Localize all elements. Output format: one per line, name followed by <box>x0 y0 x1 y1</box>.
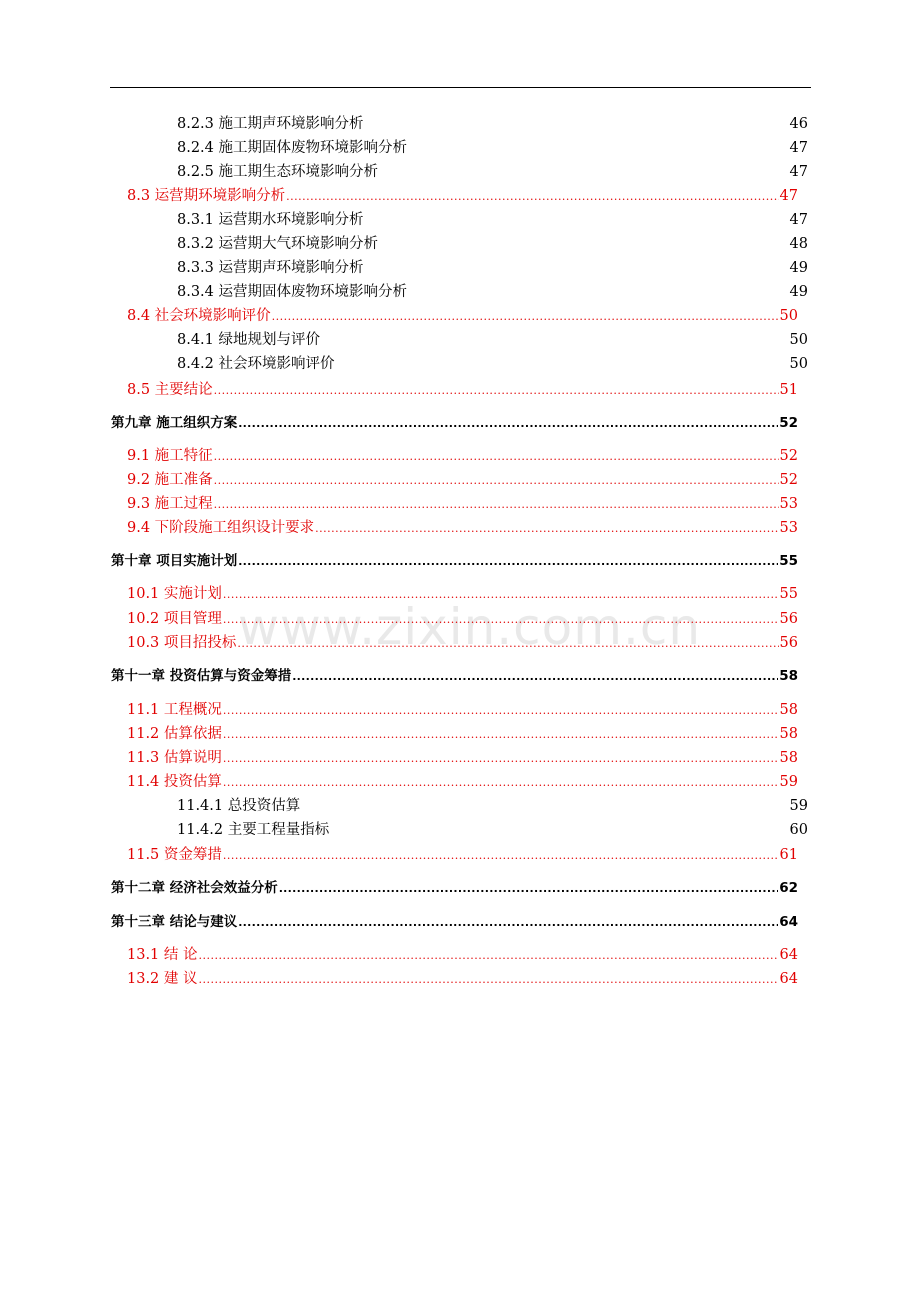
toc-entry-label: 11.4.2 主要工程量指标 <box>177 822 330 838</box>
toc-dot-leader <box>279 879 779 899</box>
toc-entry-label: 8.3.2 运营期大气环境影响分析 <box>177 236 379 252</box>
toc-page-number: 60 <box>789 822 808 838</box>
toc-dot-leader <box>223 846 779 866</box>
toc-page-number: 58 <box>779 726 798 742</box>
toc-page-number: 50 <box>779 308 798 324</box>
toc-entry-label: 8.2.3 施工期声环境影响分析 <box>177 116 364 132</box>
toc-dot-leader <box>238 552 778 572</box>
toc-page-number: 52 <box>779 448 798 464</box>
toc-dot-leader <box>223 701 779 721</box>
toc-dot-leader <box>286 187 778 207</box>
toc-entry-label: 10.3 项目招投标 <box>127 635 237 651</box>
toc-entry-label: 第九章 施工组织方案 <box>111 415 238 431</box>
toc-entry-label: 8.4 社会环境影响评价 <box>127 308 271 324</box>
toc-entry[interactable] <box>127 724 798 745</box>
toc-entry[interactable] <box>177 354 808 374</box>
toc-entry-label: 10.2 项目管理 <box>127 611 222 627</box>
toc-page-number: 59 <box>779 774 798 790</box>
toc-entry[interactable] <box>127 470 798 491</box>
toc-entry-label: 8.3.4 运营期固体废物环境影响分析 <box>177 284 408 300</box>
toc-entry-label: 9.1 施工特征 <box>127 448 213 464</box>
toc-page-number: 47 <box>789 212 808 228</box>
toc-page-number: 52 <box>779 415 798 431</box>
toc-entry[interactable] <box>127 380 798 401</box>
toc-entry-label: 8.4.1 绿地规划与评价 <box>177 332 321 348</box>
toc-dot-leader <box>223 773 779 793</box>
toc-dot-leader <box>223 749 779 769</box>
toc-entry-label: 10.1 实施计划 <box>127 586 222 602</box>
toc-page-number: 64 <box>779 914 798 930</box>
toc-entry[interactable] <box>127 306 798 327</box>
toc-page-number: 47 <box>789 140 808 156</box>
toc-entry-label: 第十二章 经济社会效益分析 <box>111 880 278 896</box>
toc-entry[interactable] <box>177 282 808 302</box>
toc-page-number: 55 <box>779 586 798 602</box>
toc-entry[interactable] <box>177 258 808 278</box>
toc-entry-label: 11.1 工程概况 <box>127 702 222 718</box>
toc-entry-label: 8.5 主要结论 <box>127 382 213 398</box>
toc-entry[interactable] <box>177 234 808 254</box>
toc-page-number: 49 <box>789 260 808 276</box>
toc-dot-leader <box>199 946 779 966</box>
toc-entry-label: 11.3 估算说明 <box>127 750 222 766</box>
toc-dot-leader <box>238 913 778 933</box>
toc-entry-label: 13.2 建 议 <box>127 971 198 987</box>
toc-entry[interactable] <box>127 633 798 654</box>
toc-page-number: 53 <box>779 520 798 536</box>
toc-page-number: 52 <box>779 472 798 488</box>
toc-entry-label: 8.3 运营期环境影响分析 <box>127 188 286 204</box>
toc-entry[interactable] <box>127 969 798 990</box>
toc-page-number: 48 <box>789 236 808 252</box>
toc-entry-label: 第十三章 结论与建议 <box>111 914 238 930</box>
toc-entry-label: 8.2.5 施工期生态环境影响分析 <box>177 164 379 180</box>
toc-entry[interactable] <box>177 330 808 350</box>
toc-entry[interactable] <box>177 210 808 230</box>
toc-entry[interactable] <box>177 114 808 134</box>
toc-page-number: 55 <box>779 553 798 569</box>
toc-entry[interactable] <box>111 878 798 899</box>
toc-dot-leader <box>315 519 778 539</box>
toc-page-number: 61 <box>779 847 798 863</box>
toc-dot-leader <box>292 667 778 687</box>
toc-page-number: 50 <box>789 332 808 348</box>
toc-entry[interactable] <box>127 748 798 769</box>
toc-dot-leader <box>223 725 779 745</box>
toc-entry-label: 8.2.4 施工期固体废物环境影响分析 <box>177 140 408 156</box>
toc-entry[interactable] <box>127 845 798 866</box>
toc-page-number: 56 <box>779 611 798 627</box>
toc-entry-label: 11.4 投资估算 <box>127 774 222 790</box>
toc-page-number: 58 <box>779 750 798 766</box>
toc-entry[interactable] <box>127 446 798 467</box>
toc-entry[interactable] <box>111 666 798 687</box>
toc-page-number: 64 <box>779 947 798 963</box>
toc-entry[interactable] <box>127 494 798 515</box>
toc-entry-label: 13.1 结 论 <box>127 947 198 963</box>
toc-dot-leader <box>214 381 779 401</box>
toc-entry-label: 9.4 下阶段施工组织设计要求 <box>127 520 315 536</box>
toc-page-number: 58 <box>779 668 798 684</box>
toc-page-number: 59 <box>789 798 808 814</box>
toc-entry-label: 第十章 项目实施计划 <box>111 553 238 569</box>
toc-entry[interactable] <box>111 413 798 434</box>
toc-entry-label: 8.3.1 运营期水环境影响分析 <box>177 212 364 228</box>
toc-entry[interactable] <box>127 186 798 207</box>
toc-entry[interactable] <box>127 700 798 721</box>
toc-entry[interactable] <box>127 518 798 539</box>
toc-entry[interactable] <box>177 138 808 158</box>
toc-entry[interactable] <box>111 551 798 572</box>
toc-entry[interactable] <box>177 796 808 816</box>
toc-page-number: 47 <box>789 164 808 180</box>
toc-entry[interactable] <box>177 820 808 840</box>
toc-entry[interactable] <box>127 584 798 605</box>
toc-entry[interactable] <box>111 912 798 933</box>
toc-entry-label: 第十一章 投资估算与资金筹措 <box>111 668 292 684</box>
toc-dot-leader <box>214 471 779 491</box>
toc-page-number: 50 <box>789 356 808 372</box>
toc-entry[interactable] <box>177 162 808 182</box>
toc-page-number: 53 <box>779 496 798 512</box>
toc-dot-leader <box>272 307 779 327</box>
toc-page-number: 56 <box>779 635 798 651</box>
toc-entry-label: 11.4.1 总投资估算 <box>177 798 301 814</box>
toc-dot-leader <box>237 634 778 654</box>
toc-page-number: 62 <box>779 880 798 896</box>
toc-dot-leader <box>223 610 779 630</box>
toc-entry[interactable] <box>127 945 798 966</box>
toc-page-number: 51 <box>779 382 798 398</box>
toc-dot-leader <box>214 447 779 467</box>
toc-page-number: 64 <box>779 971 798 987</box>
toc-entry-label: 11.2 估算依据 <box>127 726 222 742</box>
toc-entry-label: 11.5 资金筹措 <box>127 847 222 863</box>
toc-dot-leader <box>238 414 778 434</box>
toc-page-number: 47 <box>779 188 798 204</box>
toc-entry-label: 9.3 施工过程 <box>127 496 213 512</box>
toc-entry-label: 8.3.3 运营期声环境影响分析 <box>177 260 364 276</box>
toc-entry-label: 8.4.2 社会环境影响评价 <box>177 356 335 372</box>
toc-entry[interactable] <box>127 609 798 630</box>
toc-dot-leader <box>223 585 779 605</box>
toc-page-number: 58 <box>779 702 798 718</box>
watermark: www.zixin.com.cn <box>238 598 702 656</box>
toc-page-number: 49 <box>789 284 808 300</box>
toc-dot-leader <box>214 495 779 515</box>
toc-page-number: 46 <box>789 116 808 132</box>
toc-entry[interactable] <box>127 772 798 793</box>
toc-entry-label: 9.2 施工准备 <box>127 472 213 488</box>
toc-dot-leader <box>199 970 779 990</box>
